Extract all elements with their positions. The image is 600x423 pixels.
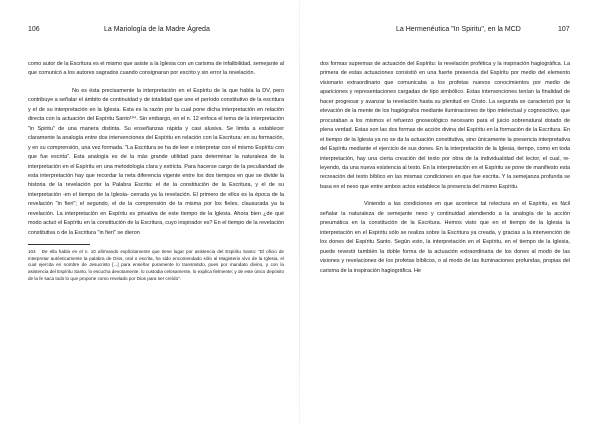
left-paragraph-1: como autor de la Escritura es el mismo que asiste a la Iglesia con un carisma de infalibilidad, semejante al que comunicó a los autores sagrados cuando consignaran por escrito y sin error la revelación. bbox=[28, 61, 284, 77]
right-page-number: 107 bbox=[558, 26, 570, 33]
left-running-title: La Mariología de la Madre Ágreda bbox=[104, 26, 210, 33]
footnote-number: 104 bbox=[28, 249, 36, 255]
footnote-separator bbox=[28, 244, 90, 245]
left-page-number: 106 bbox=[28, 26, 40, 33]
footnote-104 bbox=[28, 249, 284, 282]
right-page bbox=[300, 0, 600, 423]
right-paragraph-2: Viniendo a las condiciones en que acontece tal relectura en el Espíritu, es fácil señalar la naturaleza de semejante nexo y continuidad atendiendo a la analogía de la acción pneumática en la constitución de la Escritura. Hemos visto que en el tiempo de la Iglesia la interpretación en el Espíritu sólo se realiza sobre la Escritura ya creada, y gracias a la intervención de los dones del Espíritu Santo. Según esto, la interpretación en el Espíritu, en el tiempo de la Iglesia, puede revestir también la doble forma de la actuación extraordinaria de los dones al modo de las visiones y revelaciones de los profetas bíblicos, o al modo de las iluminaciones profundas, propias del carisma de la inspiración hagiográfica. He bbox=[320, 201, 570, 274]
right-paragraph-1: dos formas supremas de actuación del Espíritu: la revelación profética y la inspiración hagiográfica. La primera de estas actuaciones consistió en una fuerte presencia del Espíritu por medio del elemento visionario extraordinario que comunicaba a los profetas nuevos conocimientos por medio de apariciones y representaciones cargadas de tipo simbólico. Estas intervenciones tenían la finalidad de hacer progresar y avanzar la revelación hasta su plenitud en Cristo. La segunda se caracterizó por la elevación de la mente de los hagiógrafos mediante iluminaciones de tipo intelectual y cognoscitivo, que procuraban a los mismos el refuerzo gnoseológico necesario para el juicio sobrenatural dotado de plena verdad. Estas son las dos formas de acción divina del Espíritu en la formación de la Escritura. En el tiempo de la Iglesia ya no se da la actuación constitutiva, sino únicamente la presencia interpretativa del Espíritu mediante el ejercicio de sus dones. En la interpretación de la Iglesia, tiempo, como en toda interpretación, hay una cierta creación del texto por obra de la individualidad del lector, el cual, re-leyendo, da una nueva existencia al texto. En la interpretación en el Espíritu se pone de manifiesto esta recreación del texto bíblico en las mismas condiciones en que fue escrita. Y la semejanza profunda se basa en el nexo que entre ambos actos establece la presencia del mismo Espíritu. bbox=[320, 61, 570, 190]
left-paragraph-2: No es ésta precisamente la interpretación en el Espíritu de la que habla la DV, pero contribuye a señalar el ámbito de continuidad y de totalidad que une el período constitutivo de la escritura y el de su interpretación en la Iglesia. Esta es la razón por la cual pone dicha interpretación en relación directa con la actuación del Espíritu Santo¹⁰⁴. Sin embargo, en el n. 12 enfoca el tema de la interpretación "in Spiritu" de una manera distinta. Su enseñanzas rápida y casi alusiva. Se limita a establecer claramente la analogía entre dos intervenciones del Espíritu en relación con la Escritura: en su formación, y en su comprensión, una vez formada. "La Escritura se ha de leer e interpretar con el mismo Espíritu con que fue escrita". Esta analogía es de la más grande utilidad para determinar la naturaleza de la interpretación en el Espíritu en una metodología clara y estricta. Para hacerse cargo de la peculiaridad de esta interpretación hay que recordar la neta diferencia vigente entre los dos tiempos en que se divide la historia de la revelación por la Palabra Escrita: el de la constitución de la Escritura, y el de su interpretación -en el tiempo de la Iglesia- cerrada ya la revelación. El primero de ellos es la época de la revelación "in fieri"; el segundo, el de la comprensión de la misma por los fieles, clausurada ya la revelación. La interpretación en Espíritu es privativa de este tiempo de la Iglesia. Ahora bien ¿de qué modo actuó el Espíritu en la constitución de la Escritura, cuyo inspirador es? En el tiempo de la revelación constitutiva o de la Escritura "in fieri" se dieron bbox=[28, 87, 284, 236]
footnote-text: De ella habla en el n. 10 afirmando explícitamente que tiene lugar por asistencia del Espíritu Santo: "El oficio de interpretar auténticamente la palabra de Dios, oral o escrita, ha sido encomendado sólo al Magisterio vivo de la Iglesia, el cual ejercita en nombre de Jesucristo [...] para enseñar puramente lo transmitido, pues por mandato divino, y con la asistencia del Espíritu Santo, lo escucha devotamente, lo custodia celosamente, lo explica fielmente; y de este único depósito de la fe saca todo lo que propone como revelado por Dios para ser creído". bbox=[28, 249, 284, 281]
right-running-title: La Hermenéutica "In Spiritu", en la MCD bbox=[396, 26, 521, 33]
